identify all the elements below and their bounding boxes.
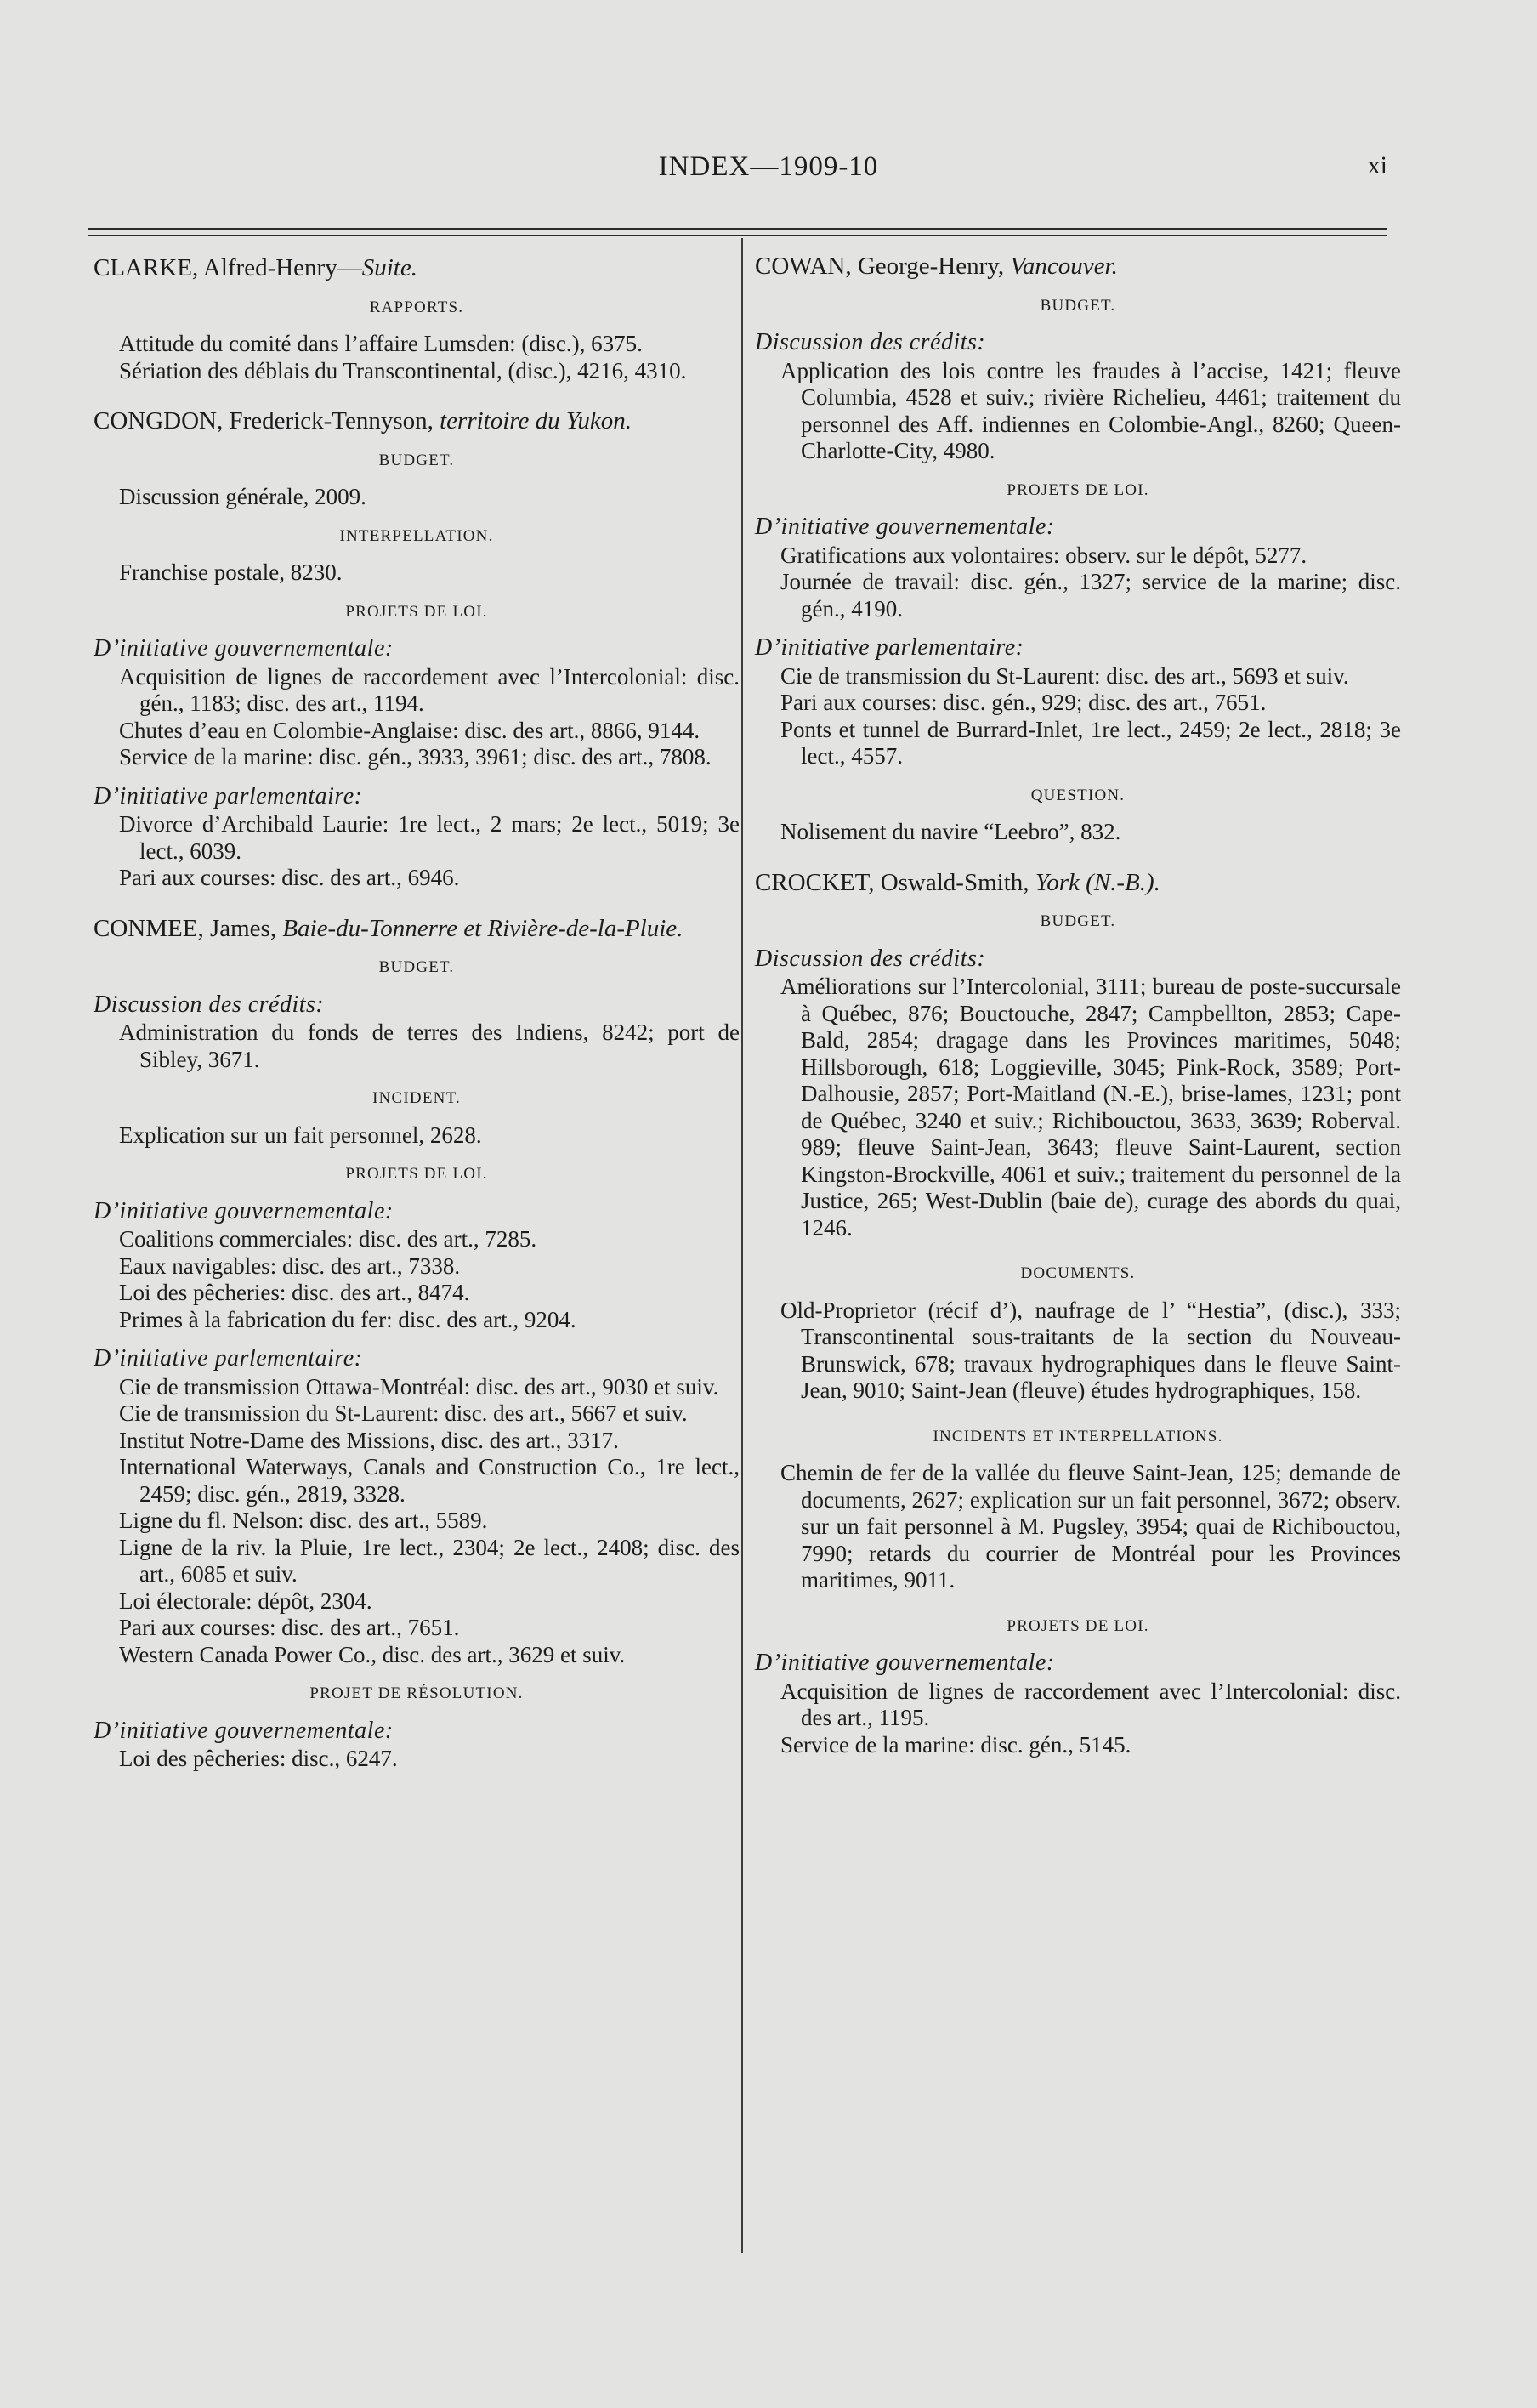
section-heading: INCIDENT. (372, 1089, 461, 1107)
subheading: D’initiative gouvernementale: (94, 1717, 394, 1744)
list-item: Pari aux courses: disc. gén., 929; disc. des art., 7651. (780, 690, 1267, 715)
list-item: Discussion générale, 2009. (119, 484, 366, 509)
section-heading: INTERPELLATION. (339, 526, 494, 545)
subheading: D’initiative parlementaire: (755, 634, 1024, 661)
subheading: Discussion des crédits: (755, 329, 986, 355)
list-item: Service de la marine: disc. gén., 5145. (780, 1731, 1131, 1758)
list-item: Coalitions commerciales: disc. des art., 7285. (119, 1226, 537, 1252)
section-heading: BUDGET. (1040, 912, 1116, 930)
subheading: Discussion des crédits: (755, 945, 986, 972)
name-text: CONGDON, Frederick-Tennyson, (94, 407, 434, 434)
section-heading: PROJETS DE LOI. (345, 1165, 488, 1183)
list-item: Loi des pêcheries: disc. des art., 8474. (119, 1280, 470, 1305)
list-item: Eaux navigables: disc. des art., 7338. (119, 1252, 461, 1279)
list-item: Chemin de fer de la vallée du fleuve Saint-Jean, 125; demande de documents, 2627; explication sur un fait personnel, 3672; observ. sur un fait personnel à M. Pugsley, 3954; quai de Richibouctou, 7990; retards du courrier de Montréal pour les Provinces maritimes, 9011. (780, 1460, 1401, 1593)
entry-name (94, 408, 740, 435)
list-item: Loi des pêcheries: disc., 6247. (119, 1746, 398, 1771)
list-item: Ligne du fl. Nelson: disc. des art., 5589. (119, 1508, 488, 1533)
list-item: Old-Proprietor (récif d’), naufrage de l’ “Hestia”, (disc.), 333; Transcontinental sous-traitants de la section du Nouveau-Brunswick, 678; travaux hydrographiques dans le fleuve Saint-Jean, 9010; Saint-Jean (fleuve) études hydrographiques, 158. (780, 1297, 1401, 1403)
list-item: Acquisition de lignes de raccordement avec l’Intercolonial: disc. gén., 1183; disc. des art., 1194. (119, 663, 740, 716)
list-item: Gratifications aux volontaires: observ. sur le dépôt, 5277. (780, 542, 1307, 568)
subheading: D’initiative gouvernementale: (755, 514, 1055, 540)
list-item: Pari aux courses: disc. des art., 6946. (119, 865, 460, 890)
section-heading: PROJETS DE LOI. (1007, 1616, 1149, 1635)
entry-name (755, 253, 1401, 281)
list-item: Ligne de la riv. la Pluie, 1re lect., 2304; 2e lect., 2408; disc. des art., 6085 et suiv. (119, 1534, 740, 1587)
list-item: Améliorations sur l’Intercolonial, 3111; bureau de poste-succursale à Québec, 876; Bouctouche, 2847; Campbellton, 2853; Cape-Bald, 2854; dragage dans les Provinces maritimes, 5048; Hillsborough, 618; Loggieville, 3045; Pink-Rock, 3589; Port-Dalhousie, 2857; Port-Maitland (N.-E.), brise-lames, 1231; pont de Québec, 3240 et suiv.; Richibouctou, 3633, 3639; Roberval. 989; fleuve Saint-Jean, 3643; fleuve Saint-Laurent, section Kingston-Brockville, 4061 et suiv.; traitement du personnel de la Justice, 265; West-Dublin (baie de), curage des abords du quai, 1246. (780, 974, 1401, 1241)
place-text: York (N.-B.). (1035, 868, 1160, 896)
list-item: Cie de transmission du St-Laurent: disc. des art., 5693 et suiv. (780, 662, 1349, 689)
section-heading: BUDGET. (378, 958, 455, 976)
entry-name (94, 255, 740, 282)
page-title: INDEX—1909-10 (658, 151, 879, 182)
entry-crocket (755, 870, 1401, 1759)
section-heading: BUDGET. (1040, 296, 1116, 315)
header-rule (88, 228, 1387, 230)
entry-name (94, 916, 740, 943)
list-item: Pari aux courses: disc. des art., 7651. (119, 1615, 460, 1640)
list-item: Chutes d’eau en Colombie-Anglaise: disc. des art., 8866, 9144. (119, 717, 700, 743)
subheading: D’initiative gouvernementale: (94, 1197, 394, 1224)
place-text: territoire du Yukon. (440, 407, 632, 434)
list-item: Institut Notre-Dame des Missions, disc. des art., 3317. (119, 1427, 619, 1453)
list-item: Loi électorale: dépôt, 2304. (119, 1587, 372, 1614)
subheading: D’initiative gouvernementale: (94, 635, 394, 662)
left-column (94, 255, 740, 1778)
section-heading: QUESTION. (1030, 786, 1126, 804)
list-item: Administration du fonds de terres des Indiens, 8242; port de Sibley, 3671. (119, 1019, 740, 1072)
entry-cowan (755, 253, 1401, 846)
right-column (755, 253, 1401, 1763)
name-text: CONMEE, James, (94, 914, 277, 942)
list-item: Application des lois contre les fraudes à l’accise, 1421; fleuve Columbia, 4528 et suiv.; rivière Richelieu, 4461; traitement du personnel des Aff. indiennes en Colombie-Angl., 8260; Queen-Charlotte-City, 4980. (780, 357, 1401, 463)
section-heading: DOCUMENTS. (1020, 1264, 1136, 1282)
list-item: Sériation des déblais du Transcontinental, (disc.), 4216, 4310. (119, 357, 687, 383)
subheading: Discussion des crédits: (94, 991, 325, 1018)
list-item: Ponts et tunnel de Burrard-Inlet, 1re lect., 2459; 2e lect., 2818; 3e lect., 4557. (780, 716, 1401, 769)
name-text: CROCKET, Oswald-Smith, (755, 868, 1029, 896)
list-item: Nolisement du navire “Leebro”, 832. (780, 819, 1121, 844)
page-number: xi (1367, 151, 1387, 179)
list-item: Cie de transmission du St-Laurent: disc. des art., 5667 et suiv. (119, 1400, 688, 1426)
page-header (0, 151, 1537, 194)
entry-congdon (94, 408, 740, 892)
list-item: Franchise postale, 8230. (119, 559, 343, 585)
place-text: Baie-du-Tonnerre et Rivière-de-la-Pluie. (282, 914, 683, 942)
subheading: D’initiative gouvernementale: (755, 1650, 1055, 1676)
suite-text: Suite. (361, 254, 417, 281)
list-item: Western Canada Power Co., disc. des art., 3629 et suiv. (119, 1641, 626, 1667)
name-text: CLARKE, Alfred-Henry— (94, 254, 362, 281)
entry-name (755, 870, 1401, 897)
section-heading: PROJETS DE LOI. (345, 602, 488, 621)
name-text: COWAN, George-Henry, (755, 253, 1005, 280)
list-item: International Waterways, Canals and Construction Co., 1re lect., 2459; disc. gén., 2819, 3328. (119, 1454, 740, 1507)
section-heading: PROJETS DE LOI. (1007, 480, 1149, 499)
list-item: Attitude du comité dans l’affaire Lumsden: (disc.), 6375. (119, 331, 643, 356)
section-heading: INCIDENTS ET INTERPELLATIONS. (933, 1427, 1223, 1445)
section-heading: BUDGET. (378, 451, 455, 469)
list-item: Service de la marine: disc. gén., 3933, 3961; disc. des art., 7808. (119, 744, 712, 770)
list-item: Cie de transmission Ottawa-Montréal: disc. des art., 9030 et suiv. (119, 1373, 719, 1400)
header-rule-thin (88, 235, 1387, 236)
entry-conmee (94, 916, 740, 1773)
section-heading: RAPPORTS. (369, 298, 464, 316)
list-item: Primes à la fabrication du fer: disc. des art., 9204. (119, 1306, 576, 1332)
section-heading: PROJET DE RÉSOLUTION. (309, 1684, 524, 1702)
column-divider (741, 238, 743, 2253)
list-item: Acquisition de lignes de raccordement avec l’Intercolonial: disc. des art., 1195. (780, 1678, 1401, 1730)
subheading: D’initiative parlementaire: (94, 782, 363, 809)
place-text: Vancouver. (1010, 253, 1118, 280)
list-item: Journée de travail: disc. gén., 1327; service de la marine; disc. gén., 4190. (780, 569, 1401, 622)
entry-clarke (94, 255, 740, 384)
subheading: D’initiative parlementaire: (94, 1345, 363, 1372)
list-item: Divorce d’Archibald Laurie: 1re lect., 2 mars; 2e lect., 5019; 3e lect., 6039. (119, 811, 740, 864)
list-item: Explication sur un fait personnel, 2628. (119, 1122, 482, 1148)
